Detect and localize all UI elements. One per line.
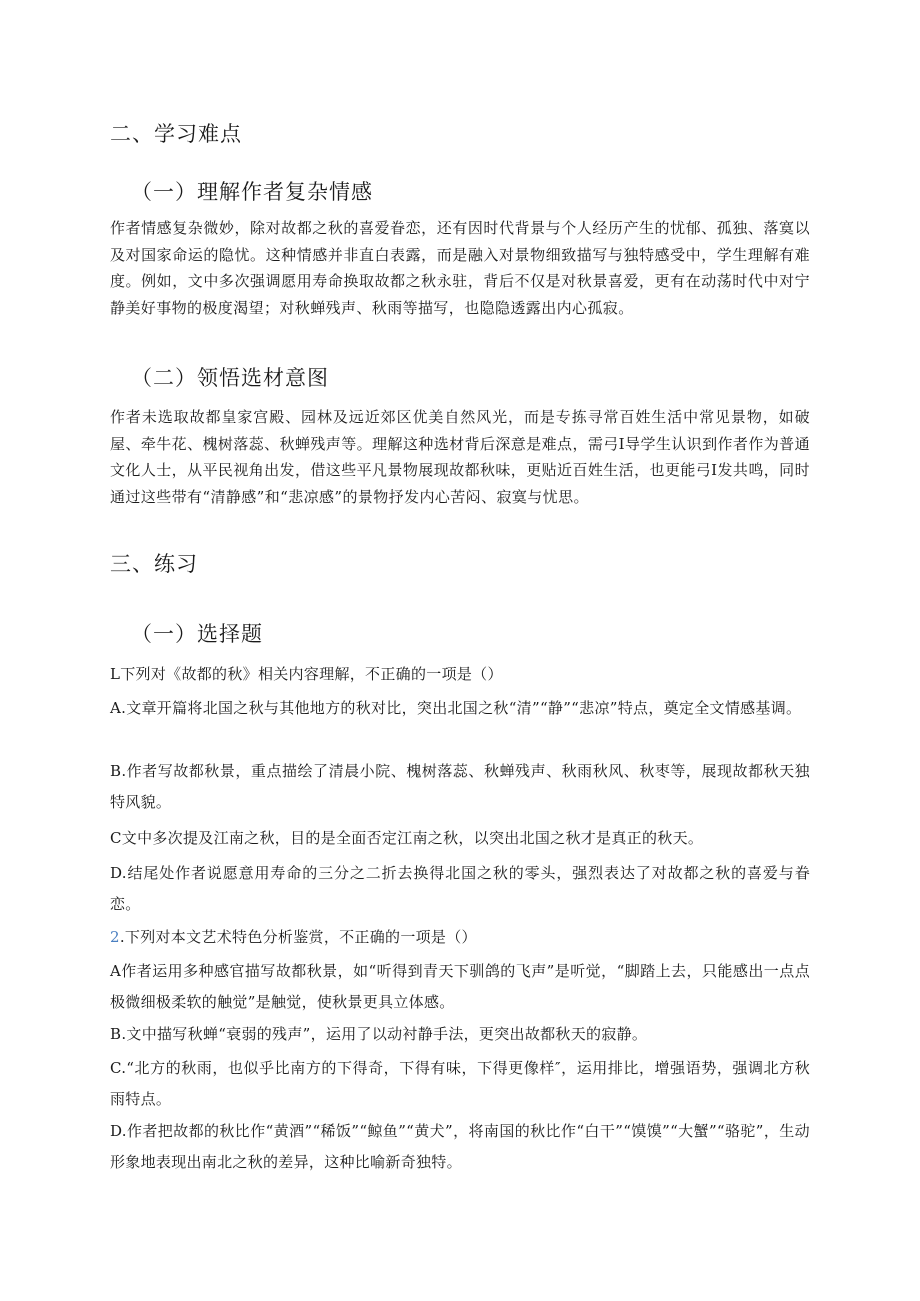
subheading-material-selection: （二）领悟选材意图 <box>131 366 329 390</box>
question-2-number: 2 <box>110 928 120 946</box>
section-heading-exercises: 三、练习 <box>110 552 198 576</box>
question-2-option-b: B.文中描写秋蝉“衰弱的残声”，运用了以动衬静手法，更突出故都秋天的寂静。 <box>110 1025 648 1043</box>
question-1-stem: L下列对《故都的秋》相关内容理解，不正确的一项是（） <box>110 665 503 683</box>
question-1-option-b: B.作者写故都秋景，重点描绘了清晨小院、槐树落蕊、秋蝉残声、秋雨秋风、秋枣等，展现故都秋天独特风貌。 <box>110 762 810 811</box>
question-2-option-a: A作者运用多种感官描写故都秋景，如“听得到青天下驯鸽的飞声”是听觉，“脚踏上去，只能感出一点点极微细极柔软的触觉”是触觉，使秋景更具立体感。 <box>110 962 810 1011</box>
question-2-stem-text: .下列对本文艺术特色分析鉴赏，不正确的一项是（） <box>119 928 477 946</box>
question-2-option-d: D.作者把故都的秋比作“黄酒”“稀饭”“鲸鱼”“黄犬”，将南国的秋比作“白干”“馍馍”“大蟹”“骆驼”，生动形象地表现出南北之秋的差异，这种比喻新奇独特。 <box>110 1122 810 1171</box>
subheading-multiple-choice: （一）选择题 <box>131 622 263 646</box>
question-2-option-c: C.“北方的秋雨，也似乎比南方的下得奇，下得有味，下得更像样″，运用排比，增强语势，强调北方秋雨特点。 <box>110 1059 810 1108</box>
question-1-option-c: C文中多次提及江南之秋，目的是全面否定江南之秋，以突出北国之秋才是真正的秋天。 <box>110 829 704 847</box>
question-1-option-a: A.文章开篇将北国之秋与其他地方的秋对比，突出北国之秋“清”“静”“悲凉”特点，奠定全文情感基调。 <box>110 699 802 717</box>
paragraph-author-emotion: 作者情感复杂微妙，除对故都之秋的喜爱眷恋，还有因时代背景与个人经历产生的忧郁、孤独、落寞以及对国家命运的隐忧。这种情感并非直白表露，而是融入对景物细致描写与独特感受中，学生理解有难度。例如，文中多次强调愿用寿命换取故都之秋永驻，背后不仅是对秋景喜爱，更有在动荡时代中对宁静美好事物的极度渴望；对秋蝉残声、秋雨等描写，也隐隐透露出内心孤寂。 <box>110 219 810 317</box>
subheading-author-emotion: （一）理解作者复杂情感 <box>131 180 373 204</box>
paragraph-material-selection: 作者未选取故都皇家宫殿、园林及远近郊区优美自然风光，而是专拣寻常百姓生活中常见景物，如破屋、牵牛花、槐树落蕊、秋蝉残声等。理解这种选材背后深意是难点，需弓I导学生认识到作者作为普通文化人士，从平民视角出发，借这些平凡景物展现故都秋味，更贴近百姓生活，也更能弓I发共鸣，同时通过这些带有“清静感”和“悲凉感”的景物抒发内心苦闷、寂寞与忧思。 <box>110 408 810 506</box>
section-heading-difficulties: 二、学习难点 <box>110 122 242 146</box>
question-2-stem <box>110 922 810 953</box>
question-1-option-d: D.结尾处作者说愿意用寿命的三分之二折去换得北国之秋的零头，强烈表达了对故都之秋的喜爱与眷恋。 <box>110 864 810 913</box>
